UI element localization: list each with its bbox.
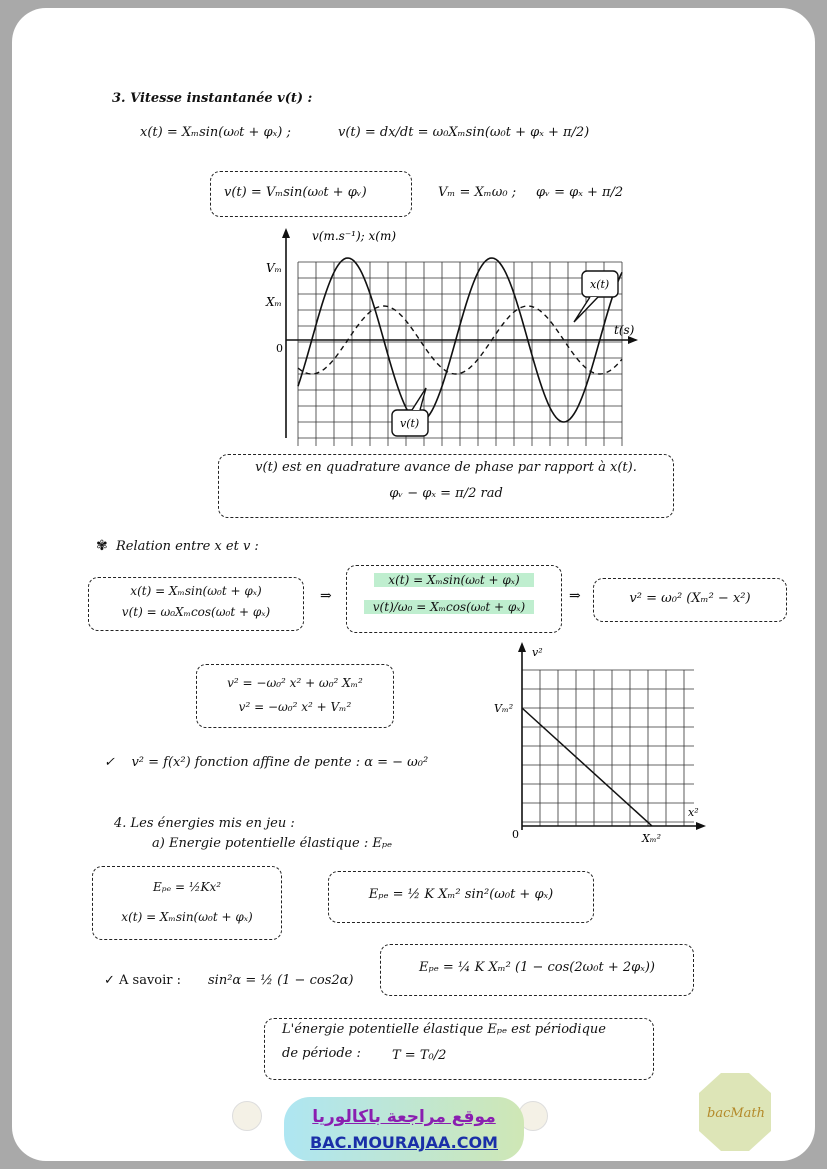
vm-relation: Vₘ = Xₘω₀ ; xyxy=(438,185,517,200)
badge-text: bacMath xyxy=(707,1106,766,1121)
eq-v-derivative: v(t) = dx/dt = ω₀Xₘsin(ω₀t + φₓ + π/2) xyxy=(338,125,590,140)
period-value: T = T₀/2 xyxy=(392,1048,447,1063)
footer-banner[interactable] xyxy=(284,1097,524,1161)
epe-box-a-line1: Eₚₑ = ½Kx² xyxy=(152,880,222,894)
relation-box4 xyxy=(196,664,394,728)
relation-box4-line2: v² = −ω₀² x² + Vₘ² xyxy=(238,700,352,714)
section3-title: 3. Vitesse instantanée v(t) : xyxy=(112,91,313,106)
document-page xyxy=(12,8,815,1161)
graph1-origin: 0 xyxy=(276,342,283,355)
quadrature-line2: φᵥ − φₓ = π/2 rad xyxy=(389,486,503,501)
graph1-x-arrow xyxy=(628,336,638,344)
epe-box-b-text: Eₚₑ = ½ K Xₘ² sin²(ω₀t + φₓ) xyxy=(368,887,554,902)
graph2-y-label: v² xyxy=(532,646,543,659)
graph1-y-arrow xyxy=(282,228,290,238)
graph2-grid xyxy=(522,670,694,826)
graph2-x-label: x² xyxy=(688,806,699,819)
relation-box2-line2: v(t)/ω₀ = Xₘcos(ω₀t + φₓ) xyxy=(364,600,534,614)
relation-box2-line1: x(t) = Xₘsin(ω₀t + φₓ) xyxy=(374,573,534,587)
graph1-xm-label: Xₘ xyxy=(266,295,282,309)
footer-site-link[interactable]: BAC.MOURAJAA.COM xyxy=(310,1133,498,1152)
graph2-y-arrow xyxy=(518,642,526,652)
relation-box1-line2: v(t) = ω₀Xₘcos(ω₀t + φₓ) xyxy=(121,605,271,619)
graph2-vm2-label: Vₘ² xyxy=(494,702,514,715)
arrow-implies-1: ⇒ xyxy=(320,588,332,604)
quadrature-line1: v(t) est en quadrature avance de phase par rapport à x(t). xyxy=(255,460,637,475)
eq-x-t: x(t) = Xₘsin(ω₀t + φₓ) ; xyxy=(140,125,291,140)
section4-subtitle: a) Energie potentielle élastique : Eₚₑ xyxy=(152,836,393,851)
bacmath-badge xyxy=(697,1071,773,1153)
periodic-line2: de période : xyxy=(282,1046,361,1061)
graph1-x-label: t(s) xyxy=(614,323,635,337)
arrow-implies-2: ⇒ xyxy=(569,588,581,604)
graph2-xm2-label: Xₘ² xyxy=(642,832,661,845)
graph2-origin: 0 xyxy=(512,828,519,841)
section4-title: 4. Les énergies mis en jeu : xyxy=(114,816,295,831)
sin-identity: sin²α = ½ (1 − cos2α) xyxy=(208,973,354,988)
footer-logo-left xyxy=(232,1101,262,1131)
graph2-x-arrow xyxy=(696,822,706,830)
box-v-t-text: v(t) = Vₘsin(ω₀t + φᵥ) xyxy=(224,185,367,200)
epe-box-c-text: Eₚₑ = ¼ K Xₘ² (1 − cos(2ω₀t + 2φₓ)) xyxy=(419,960,655,975)
callout-v-text: v(t) xyxy=(400,417,420,430)
graph2-line xyxy=(522,708,652,826)
check-icon: ✓ xyxy=(104,755,115,770)
a-savoir: ✓ A savoir : xyxy=(104,973,182,988)
epe-box-a xyxy=(92,866,282,940)
flower-icon: ✾ xyxy=(96,538,108,554)
graph1-vm-label: Vₘ xyxy=(266,261,283,275)
epe-box-a-line2: x(t) = Xₘsin(ω₀t + φₓ) xyxy=(121,910,253,924)
graph-xv-time xyxy=(262,226,642,448)
footer-arabic-text[interactable]: موقع مراجعة باكالوريا xyxy=(312,1107,496,1127)
relation-box4-line1: v² = −ω₀² x² + ω₀² Xₘ² xyxy=(227,676,363,690)
periodic-line1: L'énergie potentielle élastique Eₚₑ est périodique xyxy=(282,1022,606,1037)
relation-title: Relation entre x et v : xyxy=(116,539,259,554)
graph-v2-x2 xyxy=(492,640,707,850)
relation-box1-line1: x(t) = Xₘsin(ω₀t + φₓ) xyxy=(130,584,262,598)
affine-note xyxy=(104,755,428,770)
relation-box3-text: v² = ω₀² (Xₘ² − x²) xyxy=(629,591,751,606)
affine-note-text: v² = f(x²) fonction affine de pente : α = − ω₀² xyxy=(131,755,429,770)
callout-x-text: x(t) xyxy=(590,278,610,291)
graph1-y-label: v(m.s⁻¹); x(m) xyxy=(312,229,397,243)
phi-relation: φᵥ = φₓ + π/2 xyxy=(536,185,624,200)
